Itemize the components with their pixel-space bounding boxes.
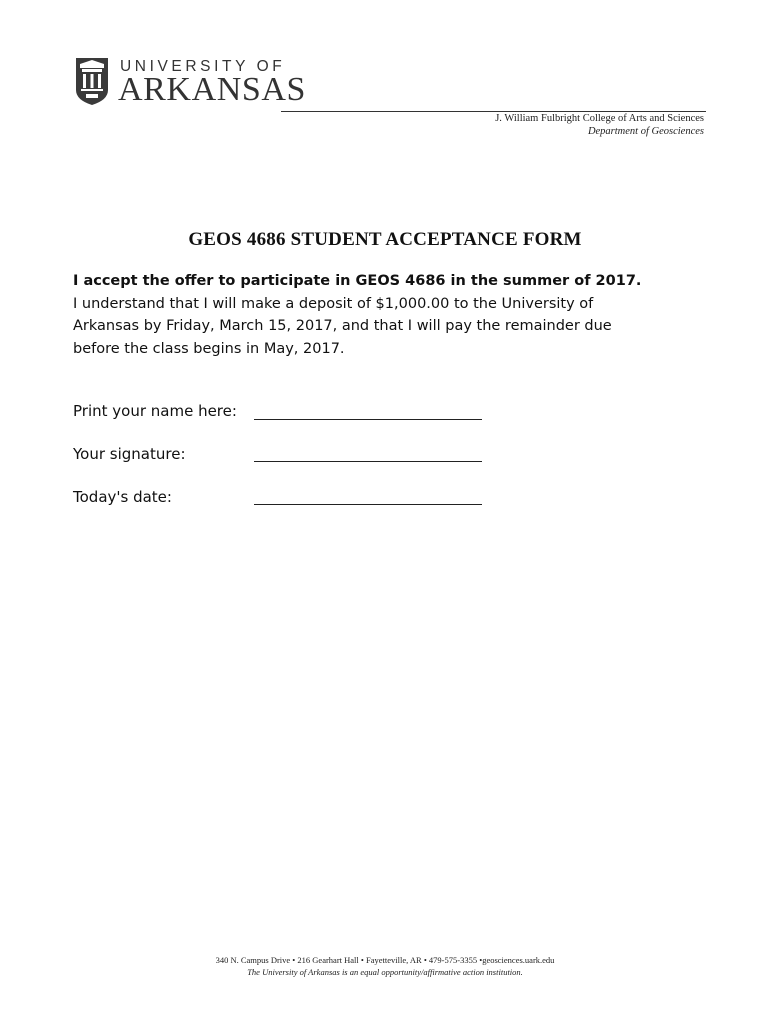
date-field-label: Today's date: [73, 488, 172, 506]
old-main-seal-icon [74, 56, 110, 106]
footer-address: 340 N. Campus Drive • 216 Gearhart Hall • Fayetteville, AR • 479-575-3355 •geosciences.uark.edu [215, 955, 555, 965]
acceptance-lead: I accept the offer to participate in GEOS 4686 in the summer of 2017. [73, 273, 642, 289]
logo-arkansas: ARKANSAS [118, 71, 307, 108]
department-name: Department of Geosciences [587, 126, 704, 137]
date-field-line[interactable] [254, 504, 482, 505]
signature-field-label: Your signature: [73, 445, 186, 463]
signature-field-line[interactable] [254, 461, 482, 462]
name-field-label: Print your name here: [73, 402, 237, 420]
footer-statement: The University of Arkansas is an equal opportunity/affirmative action institution. [247, 967, 523, 977]
college-name: J. William Fulbright College of Arts and Sciences [495, 113, 704, 124]
form-title: GEOS 4686 STUDENT ACCEPTANCE FORM [188, 229, 582, 250]
statement-line: I understand that I will make a deposit of $1,000.00 to the University of [73, 295, 594, 312]
university-logo [74, 56, 307, 108]
statement-line: Arkansas by Friday, March 15, 2017, and that I will pay the remainder due [73, 318, 612, 334]
header-divider [281, 111, 706, 112]
name-field-line[interactable] [254, 419, 482, 420]
acceptance-statement [73, 270, 713, 360]
logo-university-of: UNIVERSITY OF [120, 58, 286, 75]
statement-line: before the class begins in May, 2017. [73, 340, 345, 357]
